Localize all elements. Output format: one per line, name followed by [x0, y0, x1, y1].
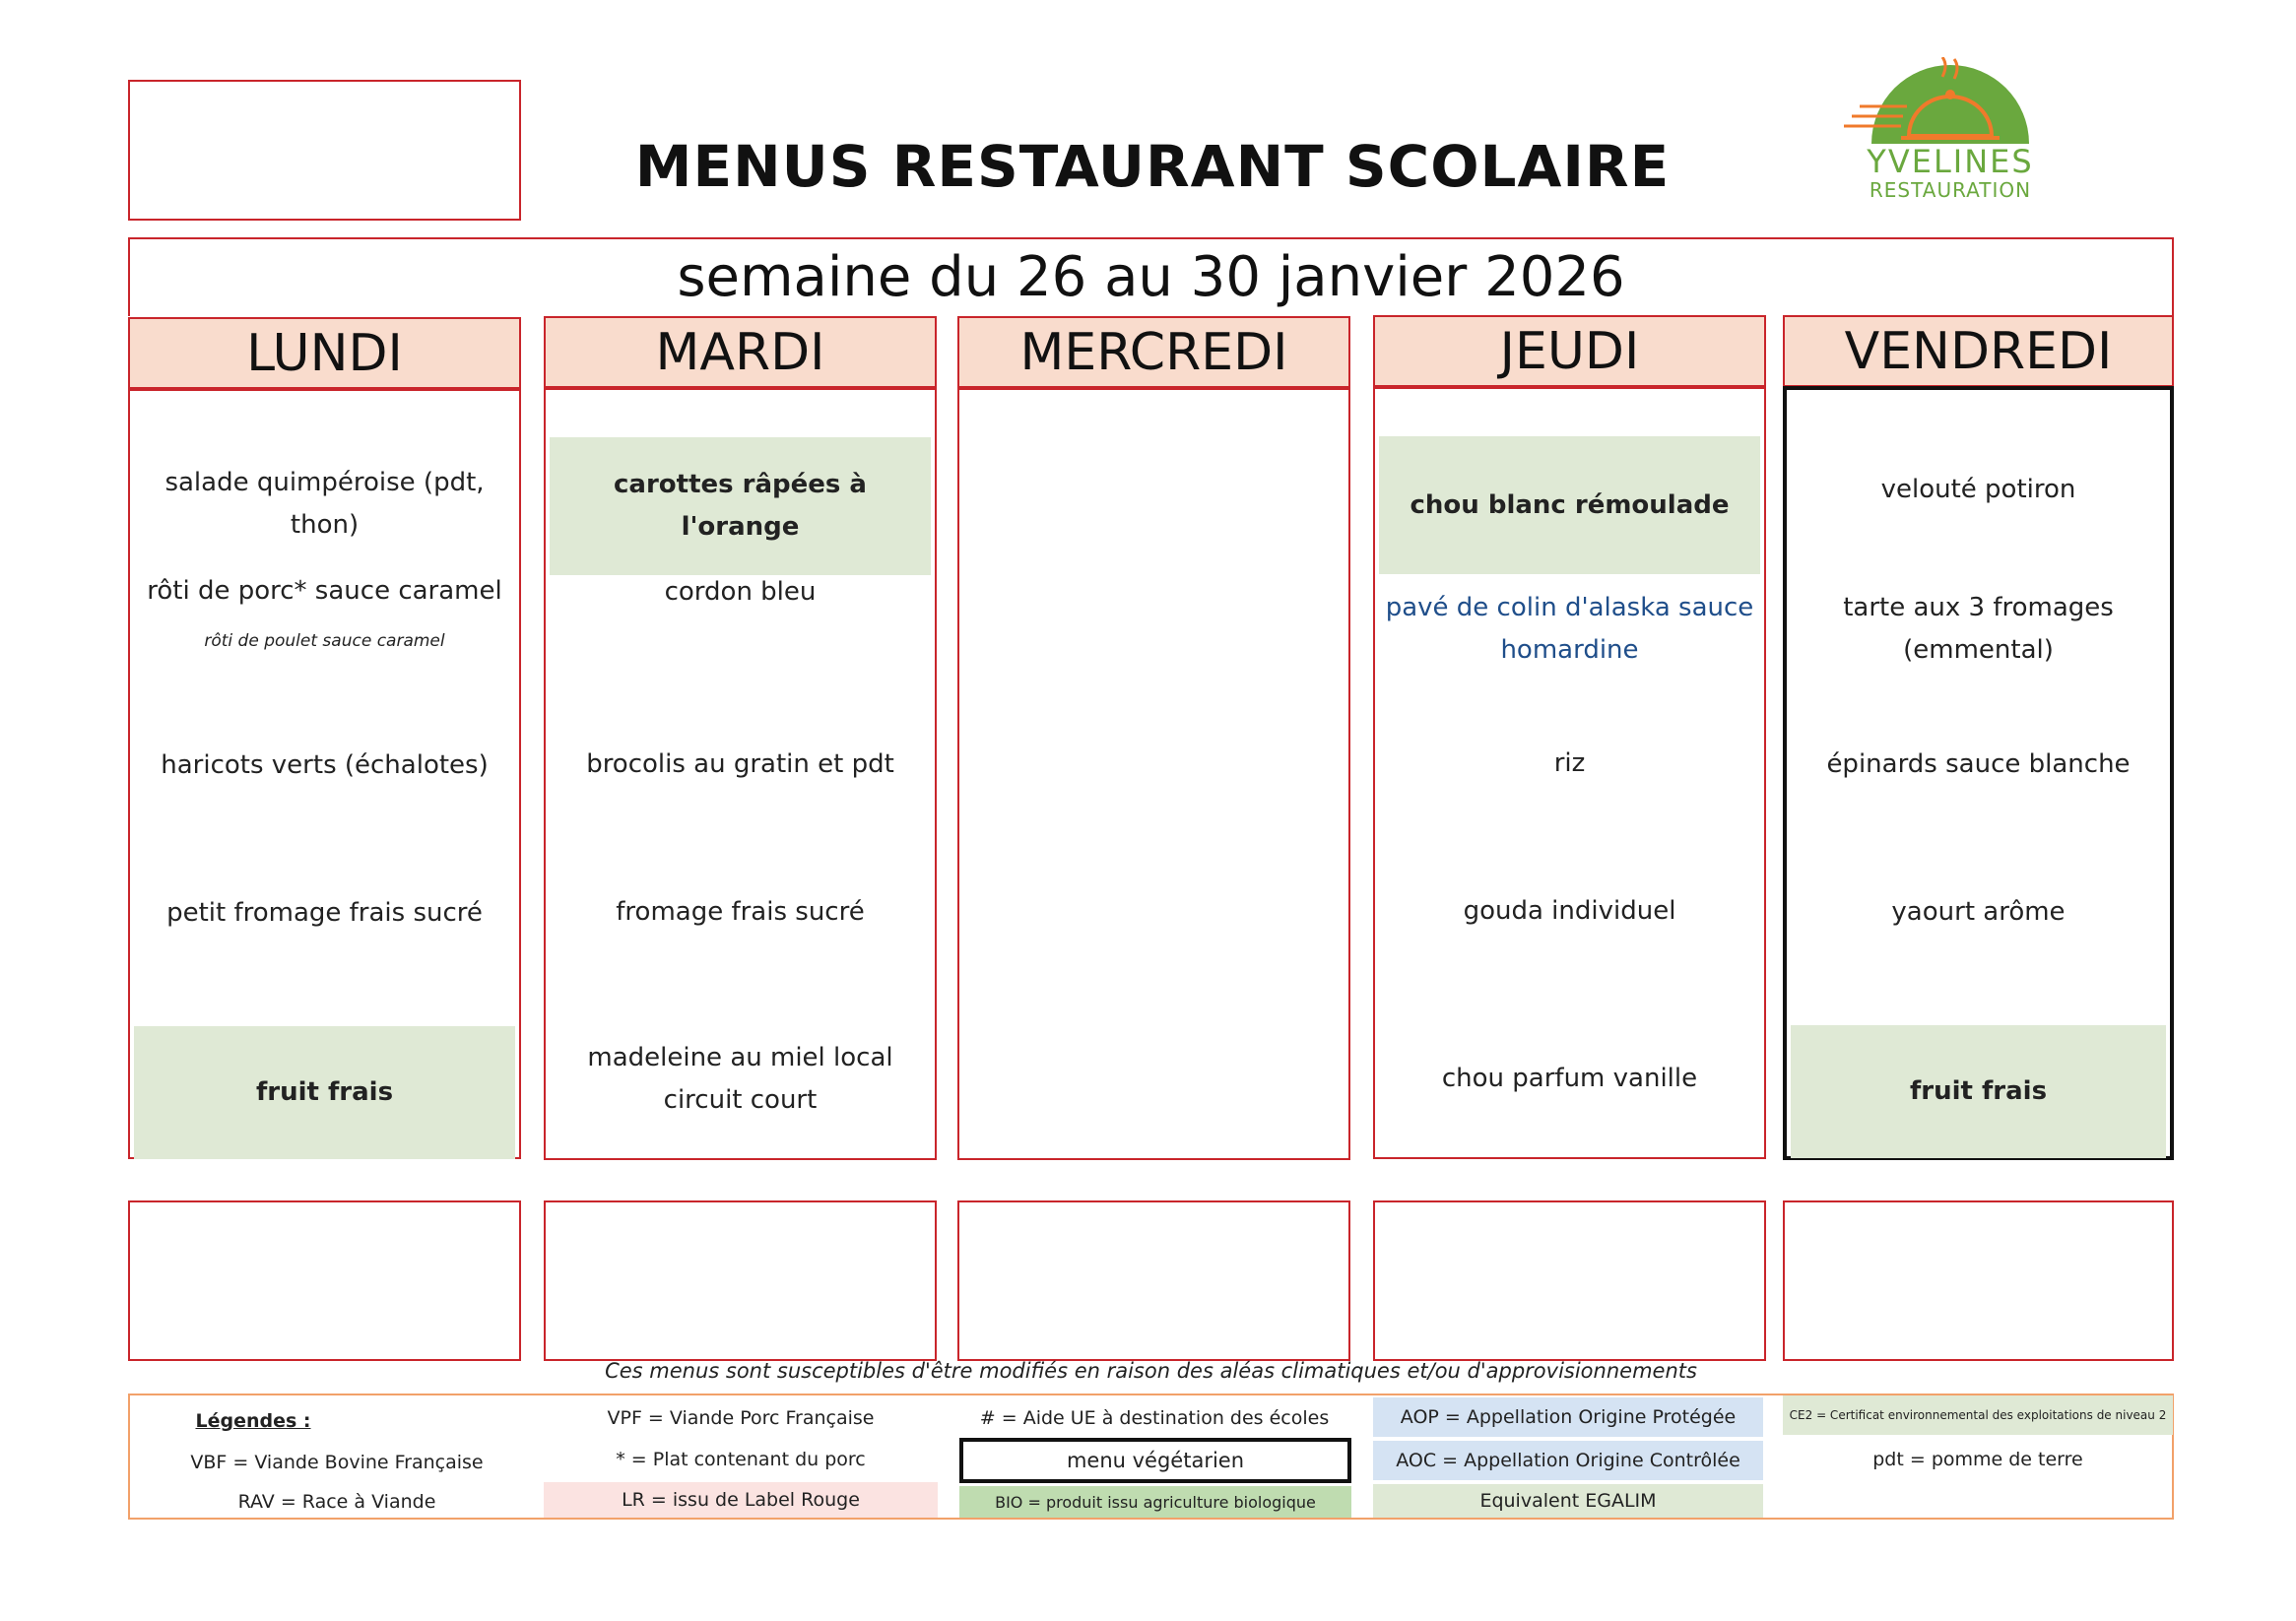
legend-egalim: Equivalent EGALIM [1373, 1484, 1763, 1518]
day-menu-mercredi [957, 388, 1350, 1160]
menu-item: velouté potiron [1880, 474, 2076, 504]
menu-item: chou parfum vanille [1441, 1063, 1698, 1093]
legend-pdt: pdt = pomme de terre [1872, 1449, 2083, 1470]
cloche-icon [1832, 57, 2068, 146]
legend-title: Légendes : [195, 1410, 311, 1432]
day-menu-jeudi [1373, 387, 1766, 1159]
day-header-lundi: LUNDI [128, 317, 521, 389]
legend-lr: LR = issu de Label Rouge [544, 1482, 938, 1518]
legend-porc: * = Plat contenant du porc [616, 1449, 866, 1470]
top-left-box [128, 80, 521, 221]
menu-item: fromage frais sucré [616, 896, 865, 927]
menu-item: gouda individuel [1463, 895, 1676, 926]
legend-aop: AOP = Appellation Origine Protégée [1373, 1397, 1763, 1437]
disclaimer-note: Ces menus sont susceptibles d'être modifiés en raison des aléas climatiques et/ou d'approvisionnements [605, 1359, 1697, 1383]
menu-item: yaourt arôme [1891, 896, 2066, 927]
bottom-box-mercredi [957, 1200, 1350, 1361]
menu-item: épinards sauce blanche [1826, 748, 2131, 779]
menu-item: riz [1553, 747, 1586, 778]
menu-item: salade quimpéroise (pdt, thon) [164, 468, 485, 540]
menu-item: fruit frais [1791, 1025, 2166, 1158]
bottom-box-vendredi [1783, 1200, 2174, 1361]
yvelines-restauration-logo [1832, 57, 2068, 146]
page-title: MENUS RESTAURANT SCOLAIRE [634, 133, 1671, 200]
menu-item: brocolis au gratin et pdt [586, 748, 894, 779]
day-header-jeudi: JEUDI [1373, 315, 1766, 387]
menu-item: haricots verts (échalotes) [161, 749, 489, 780]
logo-text-yvelines: YVELINES [1867, 143, 2034, 180]
legend-vegetarien: menu végétarien [959, 1438, 1351, 1483]
menu-item: tarte aux 3 fromages (emmental) [1843, 593, 2114, 665]
menu-item: chou blanc rémoulade [1379, 436, 1760, 574]
legend-vpf: VPF = Viande Porc Française [607, 1407, 875, 1429]
legend-bio: BIO = produit issu agriculture biologique [959, 1486, 1351, 1518]
bottom-box-mardi [544, 1200, 937, 1361]
legend-aide: # = Aide UE à destination des écoles [979, 1407, 1330, 1429]
logo-text-restauration: RESTAURATION [1869, 178, 2032, 202]
menu-item: cordon bleu [664, 576, 817, 607]
menu-item: madeleine au miel local circuit court [587, 1043, 893, 1115]
menu-item: pavé de colin d'alaska sauce homardine [1385, 593, 1754, 665]
day-menu-lundi [128, 389, 521, 1159]
bottom-box-jeudi [1373, 1200, 1766, 1361]
legend-ce2: CE2 = Certificat environnemental des exploitations de niveau 2 [1783, 1395, 2173, 1435]
menu-item: rôti de poulet sauce caramel [204, 630, 445, 651]
legend-rav: RAV = Race à Viande [237, 1491, 436, 1513]
day-header-vendredi: VENDREDI [1783, 315, 2174, 387]
menu-item: petit fromage frais sucré [166, 897, 483, 928]
bottom-box-lundi [128, 1200, 521, 1361]
legend-vbf: VBF = Viande Bovine Française [190, 1452, 484, 1473]
day-menu-vendredi [1783, 386, 2174, 1160]
day-header-mercredi: MERCREDI [957, 316, 1350, 388]
legend-aoc: AOC = Appellation Origine Contrôlée [1373, 1441, 1763, 1480]
menu-item: fruit frais [134, 1026, 515, 1159]
legend-box [128, 1394, 2174, 1520]
week-banner: semaine du 26 au 30 janvier 2026 [128, 237, 2174, 316]
day-menu-mardi [544, 388, 937, 1160]
menu-item: carottes râpées à l'orange [550, 437, 931, 575]
menu-item: rôti de porc* sauce caramel [147, 575, 502, 606]
day-header-mardi: MARDI [544, 316, 937, 388]
